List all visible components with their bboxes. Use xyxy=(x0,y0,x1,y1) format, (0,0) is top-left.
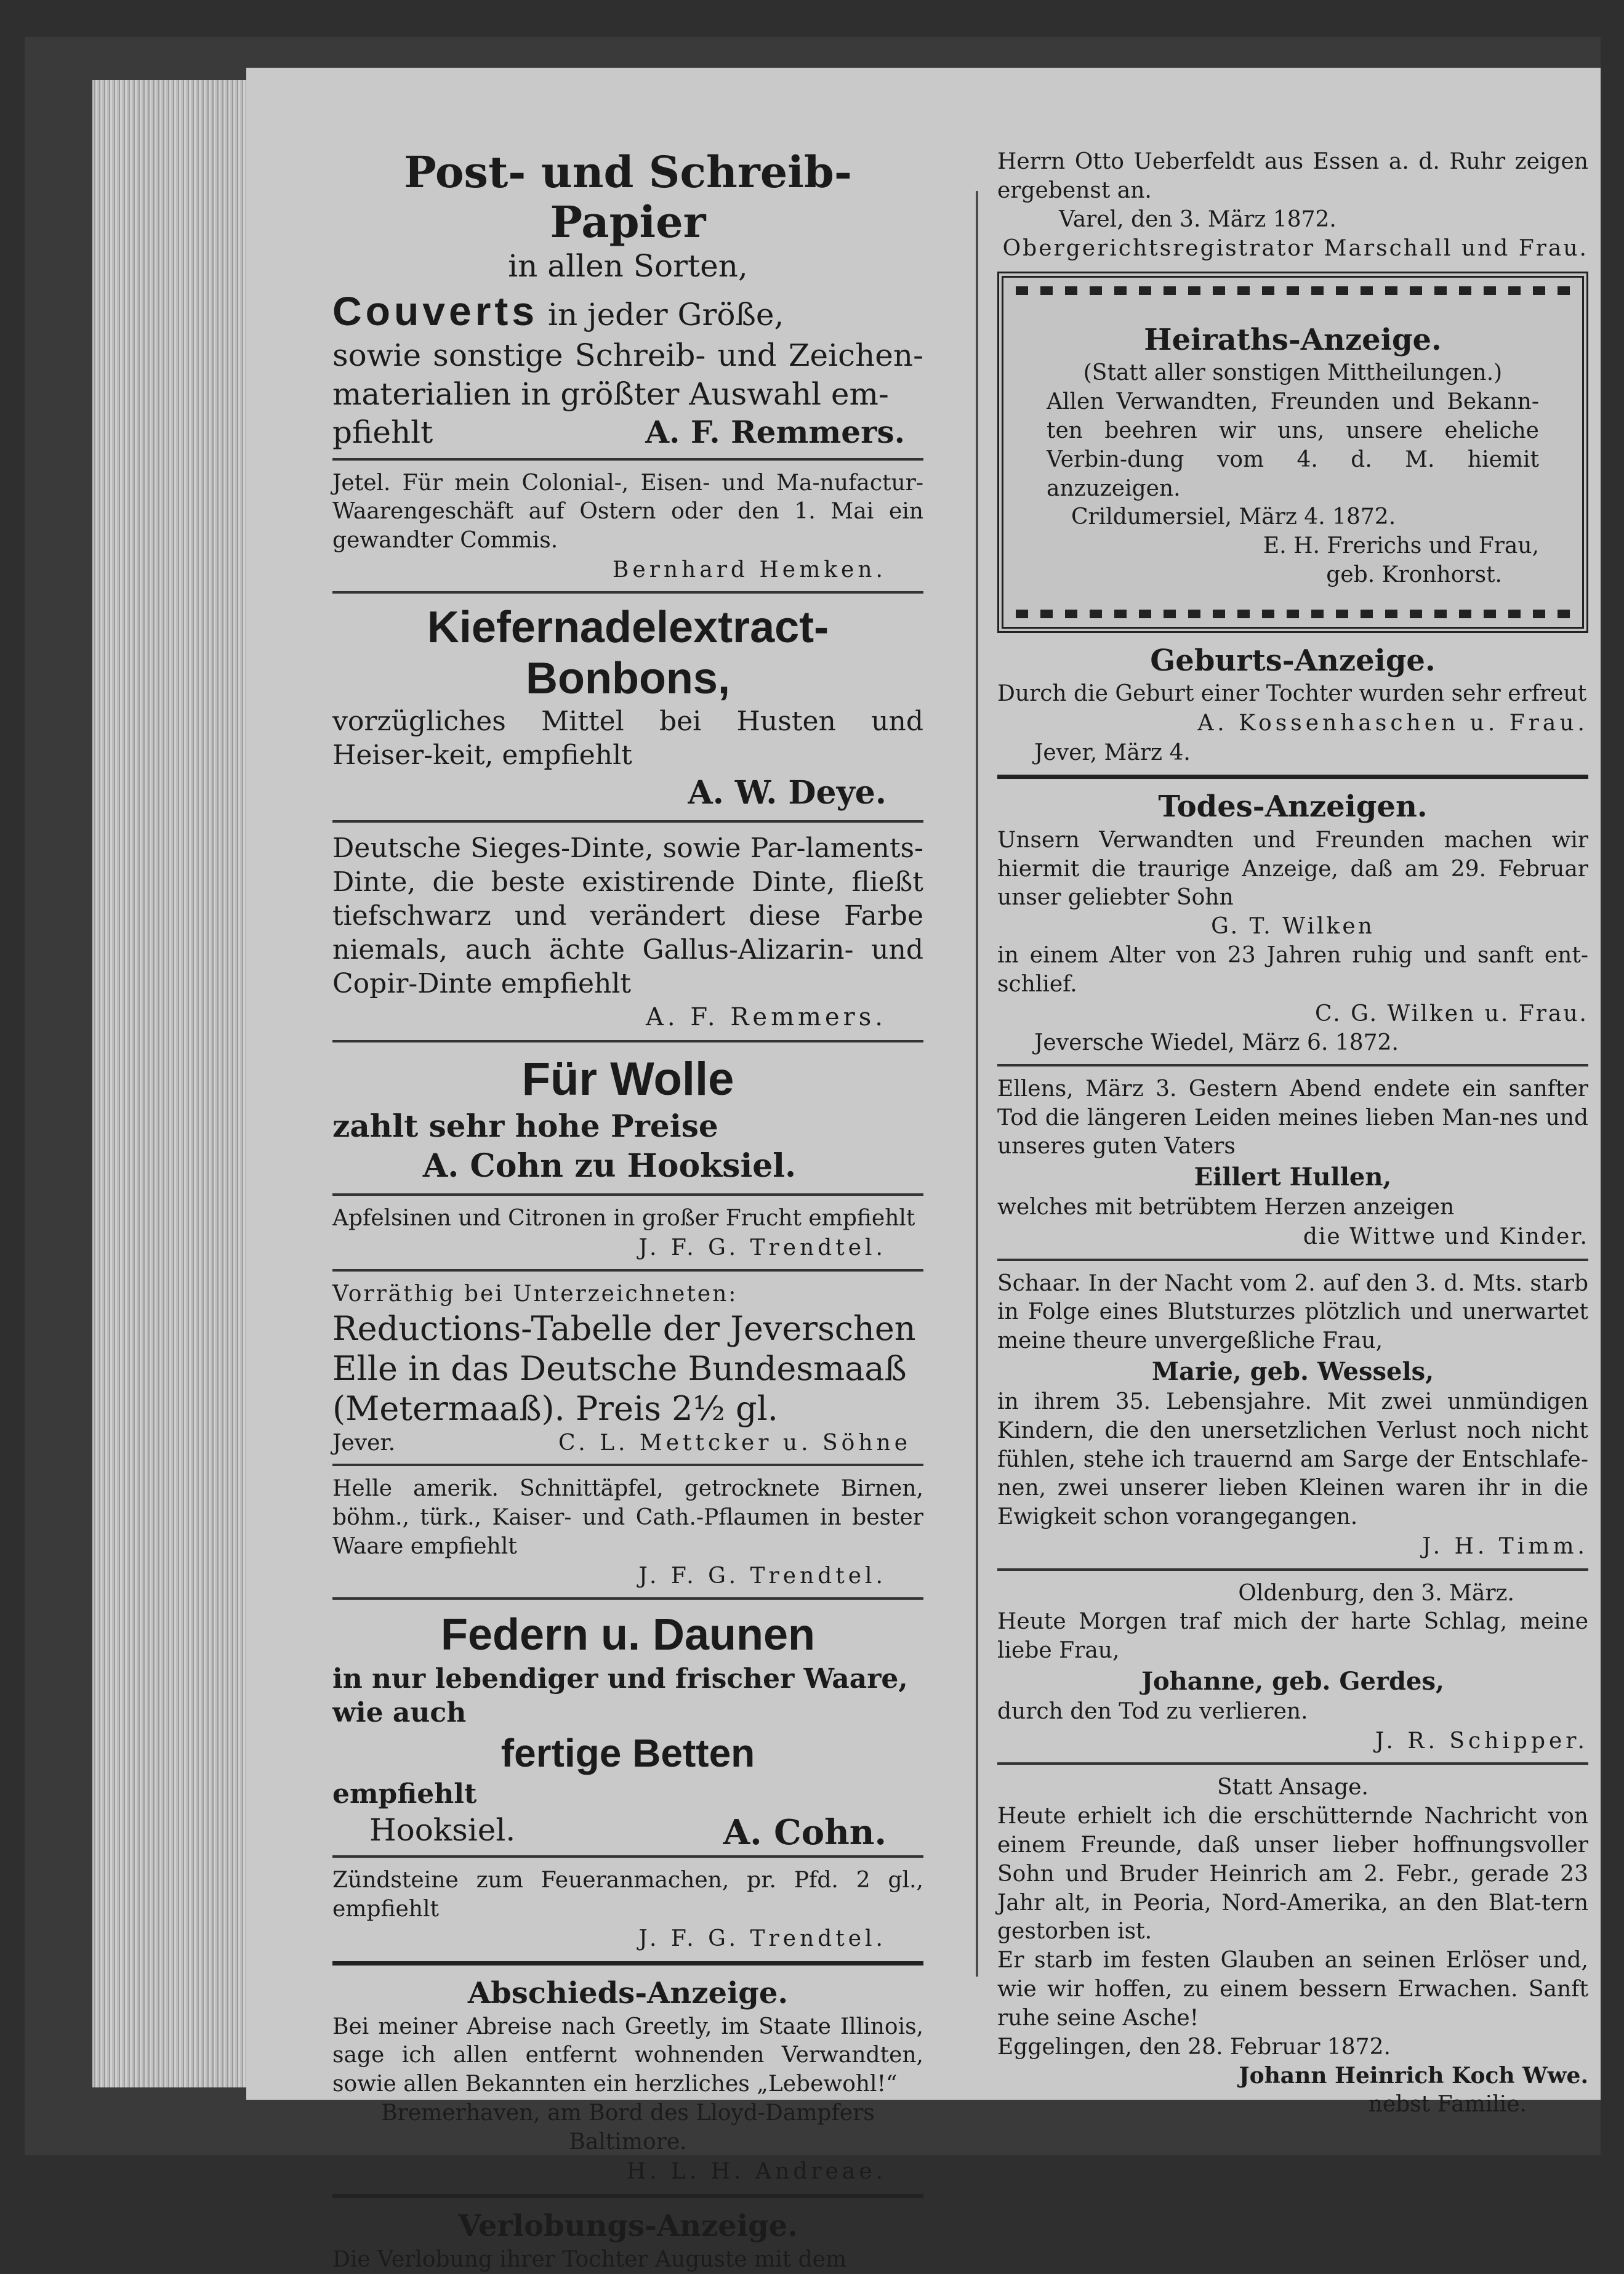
ad-signature: Bernhard Hemken. xyxy=(612,557,886,583)
ad-helle xyxy=(332,1475,923,1591)
ad-signature: A. W. Deye. xyxy=(688,774,886,812)
ad-place: Crildumersiel, März 4. 1872. xyxy=(1071,504,1396,530)
ad-body: Bei meiner Abreise nach Greetly, im Staate Illinois, sage ich allen entfernt wohnenden Verwandten, sowie allen Bekannten ein herzliches „Lebewohl!“ xyxy=(332,2014,923,2097)
ad-line xyxy=(332,286,923,337)
ad-signature: J. H. Timm. xyxy=(1421,1534,1588,1560)
newspaper-page xyxy=(246,68,1601,2272)
ad-title-2: fertige Betten xyxy=(500,1730,755,1775)
ad-title: Post- und Schreib-Papier xyxy=(404,147,852,248)
ad-todes xyxy=(997,788,1588,1058)
ad-signature: J. R. Schipper. xyxy=(1375,1728,1588,1754)
ad-body: Herrn Otto Ueberfeldt aus Essen a. d. Ruhr zeigen ergebenst an. xyxy=(997,149,1588,203)
ad-signature: Johann Heinrich Koch Wwe. xyxy=(1239,2063,1588,2089)
ad-body-2: durch den Tod zu verlieren. xyxy=(997,1699,1308,1725)
ad-intro: Vorräthig bei Unterzeichneten: xyxy=(332,1281,738,1307)
ad-body: Unsern Verwandten und Freunden machen wir hiermit die traurige Anzeige, daß am 29. Februar unser geliebter Sohn xyxy=(997,827,1588,911)
ad-body: Apfelsinen und Citronen in großer Frucht empfiehlt xyxy=(332,1205,915,1231)
ad-place: Jever, März 4. xyxy=(1034,740,1191,765)
rule xyxy=(332,1040,923,1042)
ad-verlobung xyxy=(332,2207,923,2274)
left-column xyxy=(332,148,923,2274)
ad-signature: die Wittwe und Kinder. xyxy=(1303,1224,1588,1250)
ad-subtitle: zahlt sehr hohe Preise xyxy=(332,1107,718,1144)
ad-signature: C. G. Wilken u. Frau. xyxy=(1314,1001,1588,1026)
rule xyxy=(332,1269,923,1272)
ad-federn xyxy=(332,1608,923,1853)
ad-title: Heiraths-Anzeige. xyxy=(1144,322,1442,357)
ad-title: Federn u. Daunen xyxy=(440,1610,816,1660)
ad-body: Zündsteine zum Feueranmachen, pr. Pfd. 2 gl., empfiehlt xyxy=(332,1868,923,1922)
ad-place: Hooksiel. xyxy=(369,1812,516,1848)
rule-thick xyxy=(997,775,1588,779)
ad-title: Todes-Anzeigen. xyxy=(1158,789,1428,825)
ad-body: Durch die Geburt einer Tochter wurden sehr erfreut xyxy=(997,681,1587,707)
ad-verlobung-cont xyxy=(997,148,1588,264)
ad-body: Schaar. In der Nacht vom 2. auf den 3. d. Mts. starb in Folge eines Blutsturzes plötzlich und unerwartet meine theure unvergeßliche Frau, xyxy=(997,1270,1588,1354)
ad-wolle xyxy=(332,1051,923,1187)
ad-couverts: Couverts xyxy=(332,288,539,334)
ad-signature: E. H. Frerichs und Frau, xyxy=(1263,533,1539,559)
ad-timm xyxy=(997,1270,1588,1562)
ad-couverts-rest: in jeder Größe, xyxy=(547,296,784,333)
ad-body: Heute Morgen traf mich der harte Schlag, meine liebe Frau, xyxy=(997,1609,1588,1664)
ad-title: Reductions-Tabelle der Jeverschen Elle in das Deutsche Bundesmaaß (Metermaaß). Preis 2½ gl. xyxy=(332,1309,916,1428)
rule xyxy=(997,1259,1588,1261)
ad-signature: J. F. G. Trendtel. xyxy=(638,1925,886,1951)
ad-signature: H. L. H. Andreae. xyxy=(626,2158,886,2184)
rule-thick xyxy=(332,2194,923,2198)
rule xyxy=(332,458,923,461)
ad-title: Verlobungs-Anzeige. xyxy=(458,2209,798,2244)
ad-body-2: welches mit betrübtem Herzen anzeigen xyxy=(997,1195,1455,1220)
ad-signature: A. Cohn zu Hooksiel. xyxy=(422,1147,797,1185)
rule xyxy=(332,591,923,594)
ad-body: Ellens, März 3. Gestern Abend endete ein sanfter Tod die längeren Leiden meines lieben Man-nes und unseres guten Vaters xyxy=(997,1076,1588,1159)
ad-body: Deutsche Sieges-Dinte, sowie Par-laments-Dinte, die beste existirende Dinte, fließt tiefschwarz und verändert diese Farbe niemals, auch ächte Gallus-Alizarin- und Copir-Dinte empfiehlt xyxy=(332,832,923,999)
ad-geburt xyxy=(997,642,1588,768)
ad-signature-line xyxy=(332,1429,923,1458)
ad-signature: A. Cohn. xyxy=(723,1812,886,1853)
column-divider xyxy=(976,191,978,1977)
ad-signature: A. Kossenhaschen u. Frau. xyxy=(1197,710,1588,736)
ad-hullen xyxy=(997,1075,1588,1252)
ad-signature: Obergerichtsregistrator Marschall und Frau. xyxy=(1002,236,1588,262)
rule xyxy=(332,1855,923,1858)
ad-body: Helle amerik. Schnittäpfel, getrocknete Birnen, böhm., türk., Kaiser- und Cath.-Pflaumen in bester Waare empfiehlt xyxy=(332,1476,923,1559)
rule xyxy=(997,1568,1588,1571)
heirats-frame xyxy=(997,272,1588,633)
ad-name: Eillert Hullen, xyxy=(1194,1163,1392,1192)
ad-signature-line xyxy=(332,1811,923,1853)
rule xyxy=(332,1464,923,1466)
ad-reductions xyxy=(332,1280,923,1458)
ad-signature: J. F. G. Trendtel. xyxy=(638,1235,886,1260)
ad-body-2: in einem Alter von 23 Jahren ruhig und sanft ent-schlief. xyxy=(997,942,1588,997)
ad-koch xyxy=(997,1773,1588,2119)
ad-body-2: in ihrem 35. Lebensjahre. Mit zwei unmündigen Kindern, die den unersetzlichen Verlust noch nicht fühlen, stehe ich trauernd am Sarge der Entschlafe-nen, zwei unserer lieben Kleinen waren ihr in die Ewigkeit schon vorangegangen. xyxy=(997,1389,1588,1530)
ad-kiefer xyxy=(332,602,923,813)
ad-subtitle: in nur lebendiger und frischer Waare, wie auch xyxy=(332,1663,908,1728)
rule xyxy=(332,1597,923,1600)
rule xyxy=(997,1762,1588,1765)
ad-title: Statt Ansage. xyxy=(1217,1775,1369,1800)
ad-body: sowie sonstige Schreib- und Zeichen-materialien in größter Auswahl em- xyxy=(332,337,923,412)
ad-signature-line xyxy=(332,413,923,452)
ad-name: Marie, geb. Wessels, xyxy=(1151,1357,1434,1387)
ad-body: vorzügliches Mittel bei Husten und Heiser-keit, empfiehlt xyxy=(332,706,923,772)
ad-schipper xyxy=(997,1579,1588,1757)
ad-body: Die Verlobung ihrer Tochter Auguste mit dem xyxy=(332,2246,847,2272)
ad-signature: A. F. Remmers. xyxy=(645,414,905,450)
ad-signature-2: geb. Kronhorst. xyxy=(1326,562,1502,587)
rule-thick xyxy=(332,1961,923,1966)
ad-name: G. T. Wilken xyxy=(1211,914,1375,940)
ad-title: Kiefernadelextract-Bonbons, xyxy=(427,603,829,704)
ad-zuend xyxy=(332,1866,923,1954)
ad-title: Abschieds-Anzeige. xyxy=(467,1976,789,2011)
ad-signature-2: nebst Familie. xyxy=(1368,2092,1527,2118)
ad-title: Für Wolle xyxy=(521,1052,734,1105)
ad-apfel xyxy=(332,1204,923,1263)
ad-dinte xyxy=(332,831,923,1034)
ad-place: Jever. xyxy=(332,1430,396,1456)
ad-abschied xyxy=(332,1974,923,2187)
ad-signature: J. F. G. Trendtel. xyxy=(638,1563,886,1589)
ad-body-2: Er starb im festen Glauben an seinen Erlöser und, wie wir hoffen, zu einem bessern Erwachen. Sanft ruhe seine Asche! xyxy=(997,1948,1588,2031)
ad-place: Eggelingen, den 28. Februar 1872. xyxy=(997,2034,1391,2060)
ad-body: Allen Verwandten, Freunden und Bekann-ten beehren wir uns, unsere eheliche Verbin-dung vom 4. d. M. hiemit anzuzeigen. xyxy=(1047,389,1539,501)
ad-place: Bremerhaven, am Bord des Lloyd-Dampfers Baltimore. xyxy=(381,2100,875,2155)
right-column xyxy=(997,148,1588,2119)
rule xyxy=(997,1064,1588,1066)
ad-signature: C. L. Mettcker u. Söhne xyxy=(558,1430,911,1456)
ad-post-papier xyxy=(332,148,923,452)
ad-body: Jetel. Für mein Colonial-, Eisen- und Ma-nufactur-Waarengeschäft auf Ostern oder den 1. Mai ein gewandter Commis. xyxy=(332,470,923,554)
ad-title: Geburts-Anzeige. xyxy=(1150,643,1436,678)
ad-jetel xyxy=(332,469,923,586)
ad-name: Johanne, geb. Gerdes, xyxy=(1141,1667,1444,1696)
ad-empf: empfiehlt xyxy=(332,1778,477,1810)
ad-body: Heute erhielt ich die erschütternde Nachricht von einem Freunde, daß unser lieber hoffnungsvoller Sohn und Bruder Heinrich am 2. Febr., gerade 23 Jahr alt, in Peoria, Nord-Amerika, an den Blat-tern gestorben ist. xyxy=(997,1804,1588,1945)
rule xyxy=(332,820,923,823)
ad-signature: A. F. Remmers. xyxy=(646,1002,886,1031)
ad-place: Jeversche Wiedel, März 6. 1872. xyxy=(1034,1030,1399,1056)
ad-empf: pfiehlt xyxy=(332,414,433,450)
ad-place: Oldenburg, den 3. März. xyxy=(1238,1580,1514,1606)
ad-place: Varel, den 3. März 1872. xyxy=(1059,206,1337,232)
ad-subtitle: in allen Sorten, xyxy=(508,248,748,284)
ad-subtitle: (Statt aller sonstigen Mittheilungen.) xyxy=(1083,360,1503,386)
rule xyxy=(332,1193,923,1196)
page-edges xyxy=(92,80,246,2087)
